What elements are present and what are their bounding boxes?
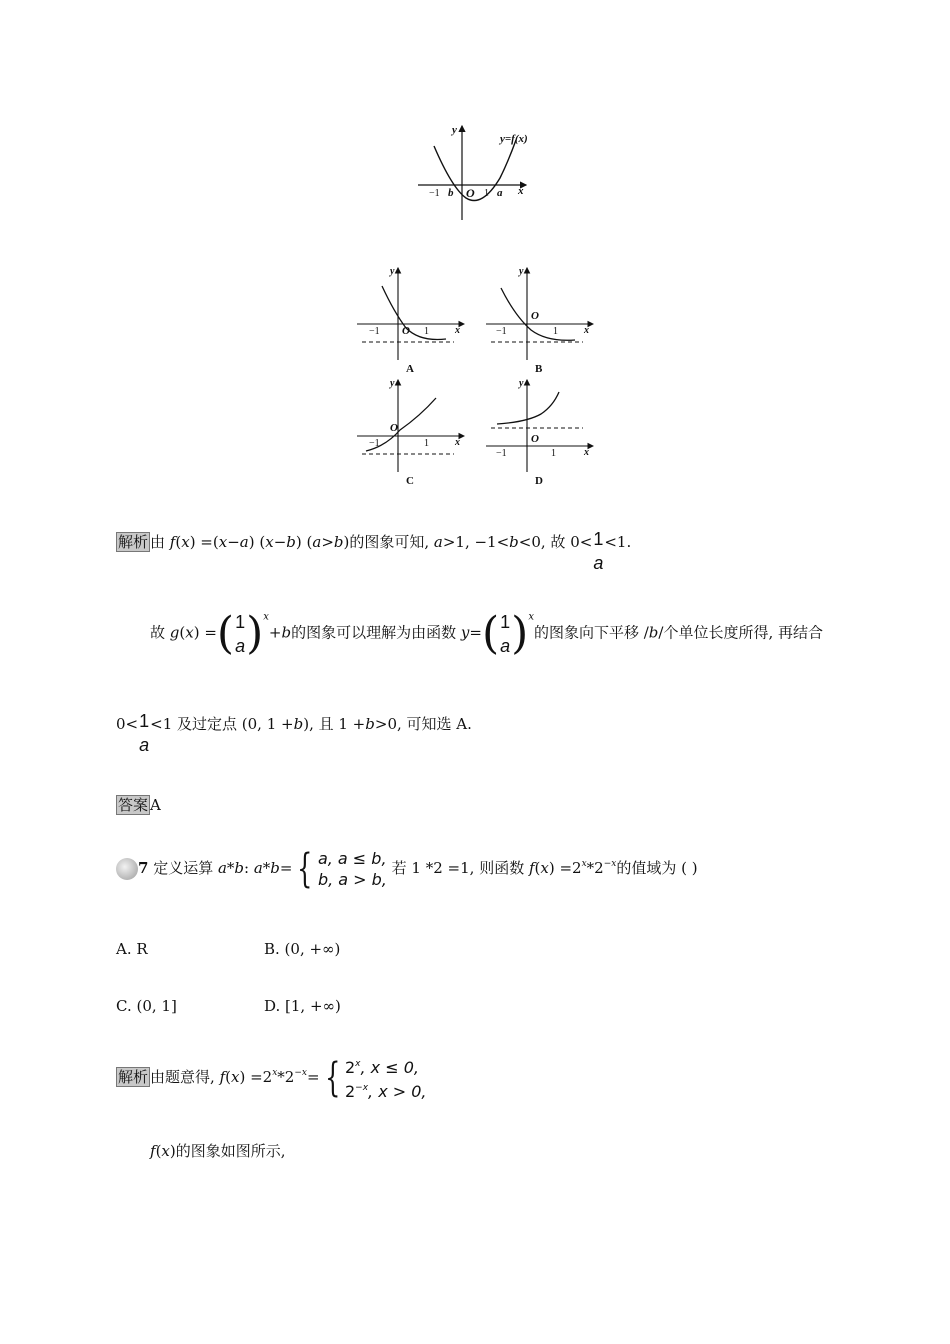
question-7: 7 定义运算 a*b: a*b= { a, a ≤ b, b, a > b, 若 1 *2 =1, 则函数 $f(x) =2^x*2^{-x}$的值域为 ( ) xyxy=(116,848,698,890)
origin-label: O xyxy=(390,422,398,434)
paren-fraction: ( xyxy=(216,608,235,659)
top-graph-svg xyxy=(412,118,542,224)
tick-1: 1 xyxy=(484,188,489,199)
tick-1: 1 xyxy=(424,438,429,449)
tick-1: 1 xyxy=(553,326,558,337)
fraction: 1 a xyxy=(500,611,511,656)
tick-m1: −1 xyxy=(429,188,440,199)
parabola-curve xyxy=(434,140,516,201)
x-label: x xyxy=(518,185,524,197)
analysis-line-1: 解析 由 f(x) =(x−a) (x−b) (a>b)的图象可知, a>1, −1<b<0, 故 0< 1 a <1. xyxy=(118,529,632,573)
fx-label: y=f(x) xyxy=(500,133,528,145)
choice-c[interactable]: C. (0, 1] xyxy=(116,997,177,1015)
option-label-a: A xyxy=(406,363,414,375)
y-label: y xyxy=(452,124,457,136)
fraction: 1 a xyxy=(235,611,246,656)
origin-label: O xyxy=(466,186,475,200)
option-label-b: B xyxy=(535,363,543,375)
tick-1: 1 xyxy=(551,448,556,459)
x-label: x xyxy=(455,325,460,336)
curve-a xyxy=(382,286,446,340)
analysis-line-3: 0< 1 a <1 及过定点 (0, 1 +b), 且 1 +b>0, 可知选 A. xyxy=(116,711,472,755)
tick-m1: −1 xyxy=(496,326,507,337)
analysis-line-5: f(x)的图象如图所示, xyxy=(150,1142,286,1160)
answer-value: A xyxy=(150,796,161,814)
tick-m1: −1 xyxy=(369,438,380,449)
origin-label: O xyxy=(531,310,539,322)
question-bullet-icon xyxy=(116,858,138,880)
question-number: 7 xyxy=(138,859,149,877)
option-graph-b xyxy=(483,262,598,377)
answer-tag: 答案 xyxy=(118,796,149,814)
x-label: x xyxy=(584,447,589,458)
analysis-tag: 解析 xyxy=(118,533,149,551)
x-label: x xyxy=(455,437,460,448)
option-label-d: D xyxy=(535,475,543,487)
option-graph-c xyxy=(354,374,469,489)
tick-b: b xyxy=(448,187,454,199)
brace-icon: { xyxy=(324,1055,340,1101)
origin-label: O xyxy=(531,433,539,445)
option-graph-a xyxy=(354,262,469,377)
y-label: y xyxy=(390,266,395,277)
analysis-tag: 解析 xyxy=(118,1068,149,1086)
choice-b[interactable]: B. (0, +∞) xyxy=(264,940,341,958)
option-graph-d xyxy=(483,374,598,489)
answer-line xyxy=(116,795,161,815)
piecewise-cases: a, a ≤ b, b, a > b, xyxy=(317,849,387,889)
analysis-line-4: 解析 由题意得, $f(x) =2^x*2^{-x}=$ { 2$^x$, x ≤ 0, $2^{-x}$, x > 0, xyxy=(118,1055,427,1101)
choice-a[interactable]: A. R xyxy=(116,940,148,958)
origin-label: O xyxy=(402,325,410,337)
option-label-c: C xyxy=(406,475,414,487)
top-graph xyxy=(412,118,542,224)
tick-m1: −1 xyxy=(496,448,507,459)
choice-d[interactable]: D. [1, +∞) xyxy=(264,997,341,1015)
y-label: y xyxy=(519,266,524,277)
y-label: y xyxy=(390,378,395,389)
x-label: x xyxy=(584,325,589,336)
tick-1: 1 xyxy=(424,326,429,337)
fraction: 1 a xyxy=(593,529,604,573)
tick-m1: −1 xyxy=(369,326,380,337)
fraction: 1 a xyxy=(139,711,150,755)
curve-d xyxy=(497,392,559,424)
analysis-line-2: 故 g(x) =( 1 a )$^x$+b的图象可以理解为由函数 y=( 1 a )$^x$的图象向下平移 /b/个单位长度所得, 再结合 xyxy=(150,608,823,659)
piecewise-cases: 2$^x$, x ≤ 0, $2^{-x}$, x > 0, xyxy=(344,1058,427,1101)
brace-icon: { xyxy=(297,846,313,892)
tick-a: a xyxy=(497,187,503,199)
y-label: y xyxy=(519,378,524,389)
